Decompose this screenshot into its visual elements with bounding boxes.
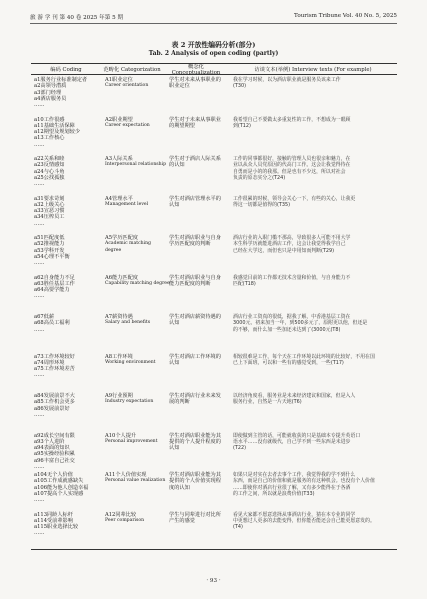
row-concept-line: 度的认知 bbox=[169, 484, 190, 491]
row-concept-line: 学生对于酒店人际关系 bbox=[169, 156, 221, 162]
table-row bbox=[31, 75, 397, 115]
table-row bbox=[31, 233, 397, 273]
row-concept-line: 提供的个人价值实现程 bbox=[169, 478, 221, 485]
table-row bbox=[31, 154, 397, 194]
row-codes-line: a63胜任基层工作 bbox=[34, 280, 75, 287]
row-concept-line: 认知 bbox=[169, 359, 180, 366]
row-codes-line: a4酒店服务员 bbox=[34, 95, 67, 102]
row-codes-line: a53学科开发 bbox=[34, 247, 65, 254]
row-interview-text-line: 我在学习时候，以为酒店职业就是服务员该来工作 bbox=[233, 77, 341, 83]
row-interview-text bbox=[229, 77, 397, 115]
row-interview-text bbox=[229, 156, 397, 194]
row-concept-line: 展的判断 bbox=[169, 399, 190, 406]
row-codes-line: a75工作环境差苦 bbox=[34, 366, 75, 373]
row-codes-line: a13工作核心 bbox=[34, 135, 65, 142]
row-interview-text-line: 酒店行业工资真的很低，据我了解，中香港基层工资在 bbox=[233, 314, 351, 320]
row-codes-line: a104无个人价值 bbox=[34, 472, 73, 478]
row-concept-line: 学生对酒店职业与自身 bbox=[169, 274, 221, 281]
row-codes-line: a54心理不平衡 bbox=[34, 253, 70, 260]
row-category bbox=[101, 512, 163, 550]
row-concept bbox=[163, 393, 229, 431]
row-category-line: Interpersonal relationship bbox=[105, 162, 167, 168]
row-concept-line: 的认知 bbox=[169, 162, 185, 169]
row-category bbox=[101, 274, 170, 313]
row-concept bbox=[163, 156, 229, 194]
row-concept bbox=[163, 275, 229, 313]
row-concept bbox=[163, 77, 229, 115]
row-interview-text bbox=[229, 512, 397, 550]
row-interview-text bbox=[229, 433, 397, 471]
row-codes-line: a107提高个人实现感 bbox=[34, 490, 84, 497]
row-interview-text-line: 自勇而是小的的我那。但是也有不少这，所以对社会 bbox=[233, 168, 346, 175]
row-concept-line: 学生对未来从事职业的 bbox=[169, 77, 221, 83]
row-interview-text-line: 看见大家都不愿意选择从事酒店行业，猜在本专业的同学 bbox=[233, 511, 356, 518]
row-interview-text-line: 东西，而是自己的价值和就是服务的有这种机会。也没有个人价值 bbox=[233, 478, 375, 485]
row-codes-line: …… bbox=[34, 530, 45, 537]
row-codes bbox=[31, 77, 101, 115]
coding-table bbox=[31, 63, 397, 550]
table-row bbox=[31, 391, 397, 431]
row-category-line: A11个人价值实现 bbox=[105, 472, 147, 478]
row-interview-text-line: 服务行业，自然是一片天地(T6) bbox=[233, 399, 302, 406]
row-category bbox=[101, 314, 163, 352]
row-interview-text-line: 酒店行业的入职门槛不那高，导致很多人可能不用大学 bbox=[233, 235, 351, 241]
row-codes-line: a96丰富自己社交 bbox=[34, 457, 75, 464]
row-interview-text-line: 我感觉目前的工作都无技术含量和价值，与自身能力不 bbox=[233, 274, 351, 281]
row-concept-line: 认知 bbox=[169, 320, 180, 327]
table-row bbox=[31, 470, 397, 510]
row-codes-line: …… bbox=[34, 497, 45, 504]
table-bottom-rule bbox=[31, 549, 397, 550]
row-codes-line: …… bbox=[34, 220, 45, 227]
row-category-line: Peer comparison bbox=[105, 517, 145, 523]
row-codes-line: a85工作机会更多 bbox=[34, 399, 75, 406]
row-interview-text bbox=[229, 354, 397, 392]
row-codes bbox=[31, 393, 101, 431]
row-codes-line: …… bbox=[34, 326, 45, 333]
row-category-line: A9行业预期 bbox=[105, 393, 133, 399]
row-codes-line: a73工作环境较好 bbox=[34, 353, 75, 360]
row-codes-line: a64高要学能力 bbox=[34, 287, 70, 294]
row-codes-line: a33宣恶习惯 bbox=[34, 208, 65, 215]
row-category-line: A8工作环境 bbox=[105, 353, 133, 360]
row-codes-line: …… bbox=[34, 260, 45, 267]
row-codes-line: …… bbox=[34, 102, 45, 109]
row-codes-line: a10工作很感 bbox=[34, 116, 65, 123]
row-concept-line: 学生与同辈进行对比所 bbox=[169, 511, 221, 518]
row-category-line: Industry expectation bbox=[105, 399, 154, 405]
row-codes-line: a95实操经验积累 bbox=[34, 451, 75, 458]
row-codes-line: a34压榨员工 bbox=[34, 214, 65, 221]
row-interview-text bbox=[229, 275, 397, 313]
row-interview-text-line: ……即使你对酒店行业很了解，又有多少能得在于各酒 bbox=[233, 484, 351, 491]
row-concept-line: 产生的感觉 bbox=[169, 517, 195, 524]
row-codes bbox=[31, 472, 101, 510]
row-category-line: A12同辈比较 bbox=[105, 511, 137, 518]
row-codes-line: a86发展前景好 bbox=[34, 405, 70, 412]
row-codes bbox=[31, 354, 101, 392]
row-interview-text-line: 即使做到主管的话，可能就收获的只是基础本专提升英语口 bbox=[233, 432, 361, 439]
row-concept bbox=[163, 196, 229, 234]
row-interview-text bbox=[229, 196, 397, 234]
row-category bbox=[101, 472, 166, 510]
table-row bbox=[31, 273, 397, 313]
row-concept-line: 学生对酒店管理水平的 bbox=[169, 195, 221, 202]
table-row bbox=[31, 510, 397, 550]
row-concept-line: 职业定位 bbox=[169, 83, 190, 90]
row-codes bbox=[31, 156, 101, 194]
row-interview-text-line: (T30) bbox=[233, 83, 247, 90]
row-category-line: Capability matching degree bbox=[105, 280, 170, 286]
row-codes-line: a105工作成就感缺失 bbox=[34, 478, 84, 485]
row-category-line: A7薪资待遇 bbox=[105, 314, 133, 320]
row-category-line: degree bbox=[105, 247, 122, 253]
row-interview-text-line: 工作的同事都很好，接触的管理人员也很亲和魅力，在 bbox=[233, 156, 351, 162]
row-concept-line: 学生对酒店职业能为其 bbox=[169, 472, 221, 478]
table-row bbox=[31, 431, 397, 471]
row-codes-line: a68高员工福利 bbox=[34, 320, 70, 327]
row-concept bbox=[163, 472, 229, 510]
row-category bbox=[101, 117, 163, 155]
row-codes-line: a1服务行业标准制定者 bbox=[34, 77, 88, 83]
row-codes-line: a11基础生活保障 bbox=[34, 122, 75, 129]
row-concept bbox=[163, 354, 229, 392]
row-category-line: A5学历匹配度 bbox=[105, 235, 138, 241]
row-concept-line: 的期望期望 bbox=[169, 122, 195, 129]
row-category bbox=[101, 393, 163, 431]
row-codes-line: a94表面的知识 bbox=[34, 445, 70, 452]
row-codes-line: a3部门经理 bbox=[34, 89, 62, 96]
row-codes-line: a114受前辈影响 bbox=[34, 517, 73, 524]
row-interview-text-line: 已上下面班，可以和一些有的感觉受到，一些(T17) bbox=[233, 359, 344, 366]
row-concept-line: 学生对酒店职业能为其 bbox=[169, 432, 221, 439]
row-interview-text bbox=[229, 393, 397, 431]
row-interview-text-line: 以经济角度看，服务业是未来经济建议和国家，但是入人 bbox=[233, 393, 356, 399]
row-concept-line: 提供的个人提升程度的 bbox=[169, 438, 221, 445]
row-codes-line: a113同龄人标杆 bbox=[34, 511, 73, 518]
row-category-line: Academic matching bbox=[105, 241, 151, 247]
row-codes-line: …… bbox=[34, 181, 45, 188]
row-interview-text bbox=[229, 314, 397, 352]
row-category bbox=[101, 433, 163, 471]
row-category bbox=[101, 235, 163, 273]
row-concept bbox=[163, 235, 229, 273]
table-header-row bbox=[31, 64, 397, 74]
row-interview-text bbox=[229, 117, 397, 155]
row-codes-line: a62自身能力不足 bbox=[34, 274, 75, 281]
row-concept-line: 学生对酒店职业与自身 bbox=[169, 235, 221, 241]
row-codes-line: a23反情感知 bbox=[34, 162, 65, 169]
row-concept-line: 能力匹配度的判断 bbox=[169, 280, 211, 287]
row-codes-line: a24与心斗角 bbox=[34, 168, 65, 175]
row-category-line: Working environment bbox=[105, 359, 156, 365]
row-category-line: A2职业期望 bbox=[105, 116, 133, 123]
row-codes-line: a22关系和睦 bbox=[34, 156, 65, 162]
row-codes-line: a106能为他人创造幸福 bbox=[34, 484, 89, 491]
row-codes-line: a25公找孤独 bbox=[34, 174, 65, 181]
column-header-coding: 编码 Coding bbox=[50, 67, 82, 73]
row-codes-line: a12期望及规划较少 bbox=[34, 129, 81, 136]
row-concept bbox=[163, 512, 229, 550]
row-category-line: A10个人提升 bbox=[105, 432, 137, 439]
row-interview-text-line: (T22) bbox=[233, 445, 247, 452]
row-interview-text-line: 的不够，而什么加一些加还未达到了(3000元(T8) bbox=[233, 326, 341, 333]
row-category-line: A4管理水平 bbox=[105, 195, 133, 202]
table-caption-cn: 表 2 开放性编码分析(部分) bbox=[171, 41, 256, 49]
row-category-line: Career orientation bbox=[105, 83, 149, 89]
row-interview-text bbox=[229, 472, 397, 510]
column-header-category: 范畴化 Categorization bbox=[103, 67, 161, 73]
header-rule bbox=[30, 23, 397, 24]
row-codes-line: a67低薪 bbox=[34, 314, 55, 320]
row-category-line: A6能力匹配度 bbox=[105, 274, 138, 281]
row-codes bbox=[31, 196, 101, 234]
row-concept bbox=[163, 117, 229, 155]
row-codes-line: a115职业选择比较 bbox=[34, 524, 79, 531]
row-codes-line: …… bbox=[34, 411, 45, 418]
row-interview-text-line: 业以从众人员党原因的代高门工作。这会让我觉得待在 bbox=[233, 162, 351, 169]
table-body bbox=[31, 75, 397, 549]
row-codes bbox=[31, 117, 101, 155]
row-concept-line: 学生对酒店薪资待遇的 bbox=[169, 314, 221, 320]
row-concept-line: 学历匹配度的判断 bbox=[169, 241, 211, 248]
row-category bbox=[101, 196, 163, 234]
running-header bbox=[30, 13, 397, 21]
row-concept-line: 学生对酒店工作环境的 bbox=[169, 353, 221, 360]
table-row bbox=[31, 352, 397, 392]
row-codes-line: a32上级关心 bbox=[34, 201, 65, 208]
journal-header-left: 旅 游 学 刊 第 40 卷 2025 年第 5 期 bbox=[30, 15, 124, 21]
row-codes-line: a52推视能力 bbox=[34, 241, 65, 248]
journal-header-right: Tourism Tribune Vol. 40 No. 5, 2025 bbox=[294, 13, 397, 19]
row-codes bbox=[31, 235, 101, 273]
row-codes-line: a84发展前景不大 bbox=[34, 393, 75, 399]
row-interview-text-line: 相较很难是工作，每个天在工作环境以此环境的比较好，不用在国 bbox=[233, 353, 375, 360]
row-interview-text-line: 如果只是对实在去者去事个工作，我觉得我的学不到什么 bbox=[233, 472, 356, 478]
table-row bbox=[31, 115, 397, 155]
row-codes-line: …… bbox=[34, 372, 45, 379]
row-category-line: Personal improvement bbox=[105, 438, 158, 444]
row-category-line: Management level bbox=[105, 201, 149, 207]
row-codes-line: a31要求苛刻 bbox=[34, 195, 65, 202]
row-codes bbox=[31, 512, 101, 550]
column-header-concept: 概念化 Conceptualization bbox=[171, 64, 221, 76]
row-codes-line: a51匹配度低 bbox=[34, 235, 65, 241]
row-interview-text-line: 到(T12) bbox=[233, 122, 251, 129]
table-row bbox=[31, 312, 397, 352]
row-category bbox=[101, 156, 167, 194]
row-concept-line: 认知 bbox=[169, 445, 180, 452]
row-codes-line: a74周形环境 bbox=[34, 359, 65, 366]
row-codes-line: …… bbox=[34, 463, 45, 470]
row-codes-line: a92成长空间有限 bbox=[34, 432, 75, 439]
row-category-line: Career expectation bbox=[105, 122, 150, 128]
table-caption-en: Tab. 2 Analysis of open coding (partly) bbox=[148, 50, 279, 57]
row-interview-text-line: 匹配(T18) bbox=[233, 280, 256, 287]
row-interview-text-line: 语水平……没有就级代，自己学不到一些东西是未进步 bbox=[233, 438, 351, 445]
row-interview-text-line: (T4) bbox=[233, 524, 243, 531]
table-row bbox=[31, 194, 397, 234]
row-codes-line: …… bbox=[34, 293, 45, 300]
row-interview-text bbox=[229, 235, 397, 273]
row-category-line: Salary and benefits bbox=[105, 320, 151, 326]
row-concept-line: 学生对酒店行业未来发 bbox=[169, 393, 221, 399]
row-codes-line: a93个人进阶 bbox=[34, 438, 65, 445]
row-codes bbox=[31, 275, 101, 313]
row-interview-text-line: 我希望自己不要做太多重复性的工作，不想成为一眼顾 bbox=[233, 116, 351, 123]
row-interview-text-line: 已经在大学这，而但也只是中用知而判断(T29) bbox=[233, 247, 335, 254]
row-concept-line: 认知 bbox=[169, 201, 180, 208]
row-interview-text-line: 工作很累的时候，领导会关心一下，有些的关心，让我更 bbox=[233, 195, 356, 202]
row-category-line: A1职业定位 bbox=[105, 77, 133, 83]
row-interview-text-line: 负责的原态实分之(T24) bbox=[233, 174, 286, 181]
row-codes-line: …… bbox=[34, 141, 45, 148]
row-interview-text-line: 得这一切都是值得的(T35) bbox=[233, 201, 291, 208]
row-interview-text-line: 中更想过人更多的去能变得，但你能否能还会自己能更愿意发的。 bbox=[233, 517, 375, 524]
row-interview-text-line: 3000元，初来加当一年，到500多元了，原附更以他，但还是 bbox=[233, 320, 368, 327]
row-category-line: Personal value realization bbox=[105, 478, 166, 484]
page-number: · 93 · bbox=[206, 578, 221, 584]
row-category-line: A3人际关系 bbox=[105, 156, 133, 162]
row-category bbox=[101, 354, 163, 392]
column-header-texts: 访谈文本(举例) Interview texts (For example) bbox=[254, 67, 372, 73]
row-concept bbox=[163, 314, 229, 352]
row-codes bbox=[31, 433, 101, 471]
row-category bbox=[101, 77, 163, 115]
row-concept bbox=[163, 433, 229, 471]
row-codes-line: a2高领导潜质 bbox=[34, 83, 67, 90]
row-interview-text-line: 的工作之间，所以就是浪费价值(T33) bbox=[233, 490, 315, 497]
row-codes bbox=[31, 314, 101, 352]
row-interview-text-line: 本生科学历就能进酒店工作，这会让我觉得我学自己 bbox=[233, 241, 346, 248]
row-concept-line: 学生对于未来从事职业 bbox=[169, 116, 221, 123]
